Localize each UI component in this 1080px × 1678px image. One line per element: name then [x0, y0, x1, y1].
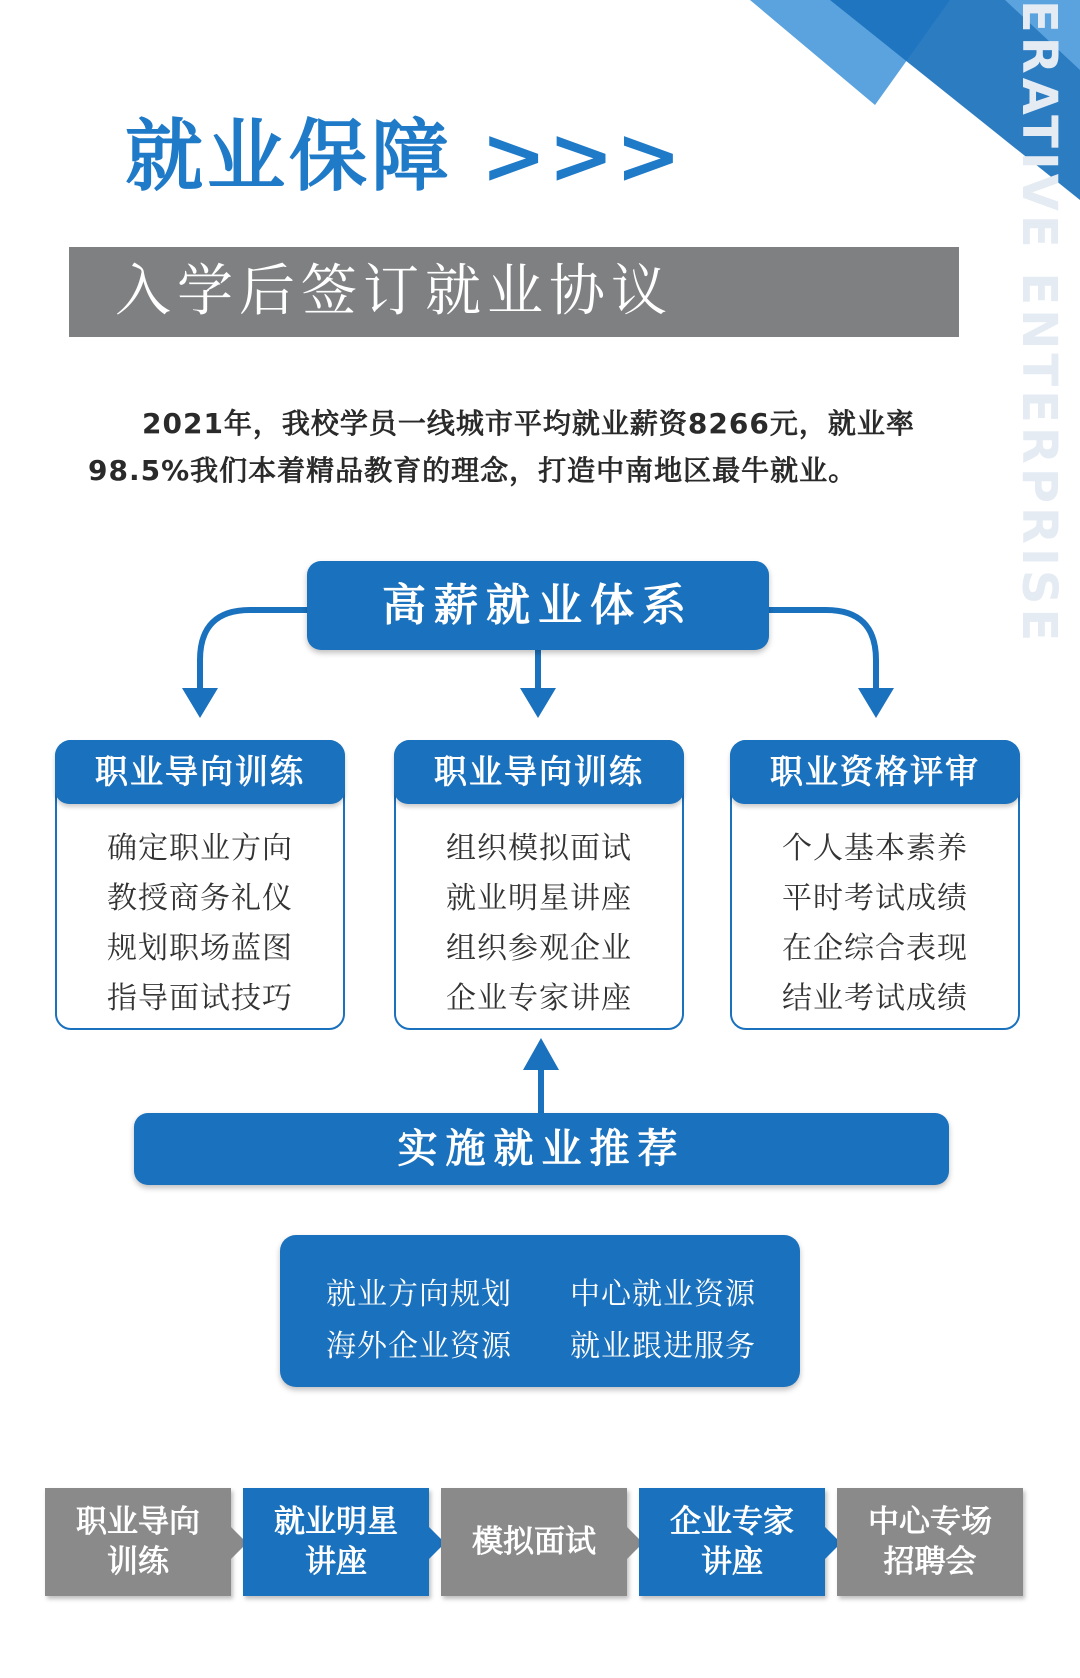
card-item: 教授商务礼仪: [107, 881, 293, 916]
arrow-down-right-icon: [858, 688, 894, 718]
intro-line-1: 2021年，我校学员一线城市平均就业薪资8266元，就业率: [142, 407, 915, 440]
arrow-down-center-icon: [520, 688, 556, 718]
arrow-down-left-icon: [182, 688, 218, 718]
service-item: 海外企业资源: [326, 1329, 512, 1364]
card-title: 职业导向训练: [394, 740, 684, 804]
subtitle-text: 入学后签订就业协议: [115, 259, 673, 324]
vertical-watermark: ERATIVE ENTERPRISE: [1011, 0, 1067, 646]
step-line: 就业明星: [274, 1504, 398, 1540]
system-title-box: 高薪就业体系: [307, 561, 769, 650]
card-career-orientation-2: [394, 740, 684, 1030]
step-line: 企业专家: [670, 1504, 794, 1540]
card-item: 就业明星讲座: [446, 881, 632, 916]
card-title: 职业导向训练: [55, 740, 345, 804]
card-item: 结业考试成绩: [782, 981, 968, 1016]
card-item: 确定职业方向: [107, 831, 293, 866]
service-item: 就业方向规划: [326, 1277, 512, 1312]
recommend-title-box: 实施就业推荐: [134, 1113, 949, 1185]
step-line: 模拟面试: [472, 1524, 596, 1560]
services-box: [280, 1235, 800, 1387]
step-job-fair: [837, 1488, 1023, 1596]
card-item: 个人基本素养: [782, 831, 968, 866]
card-item: 在企综合表现: [782, 931, 968, 966]
step-star-lecture: [243, 1488, 429, 1596]
card-item: 平时考试成绩: [782, 881, 968, 916]
step-line: 职业导向: [76, 1504, 200, 1540]
card-item: 指导面试技巧: [107, 981, 293, 1016]
card-item: 企业专家讲座: [446, 981, 632, 1016]
card-item: 组织模拟面试: [446, 831, 632, 866]
step-line: 招聘会: [883, 1544, 977, 1580]
subtitle-bar: [69, 247, 959, 337]
step-line: 讲座: [305, 1544, 367, 1580]
heading-title: 就业保障: [125, 112, 454, 202]
intro-line-2: 98.5%我们本着精品教育的理念，打造中南地区最牛就业。: [88, 454, 858, 487]
card-qualification-review: [730, 740, 1020, 1030]
card-title: 职业资格评审: [730, 740, 1020, 804]
connector-left: [200, 610, 307, 688]
card-item: 组织参观企业: [446, 931, 632, 966]
intro-paragraph: [88, 400, 988, 494]
step-mock-interview: [441, 1488, 627, 1596]
step-line: 训练: [107, 1544, 169, 1580]
step-expert-lecture: [639, 1488, 825, 1596]
step-career-training: [45, 1488, 231, 1596]
heading-arrows-icon: >>>: [481, 112, 684, 202]
connector-right: [769, 610, 876, 688]
page-heading: [125, 112, 684, 202]
service-item: 中心就业资源: [570, 1277, 756, 1312]
arrow-up-icon: [523, 1038, 559, 1070]
service-item: 就业跟进服务: [570, 1329, 756, 1364]
card-item: 规划职场蓝图: [107, 931, 293, 966]
step-line: 中心专场: [868, 1504, 992, 1540]
card-career-orientation: [55, 740, 345, 1030]
step-line: 讲座: [701, 1544, 763, 1580]
